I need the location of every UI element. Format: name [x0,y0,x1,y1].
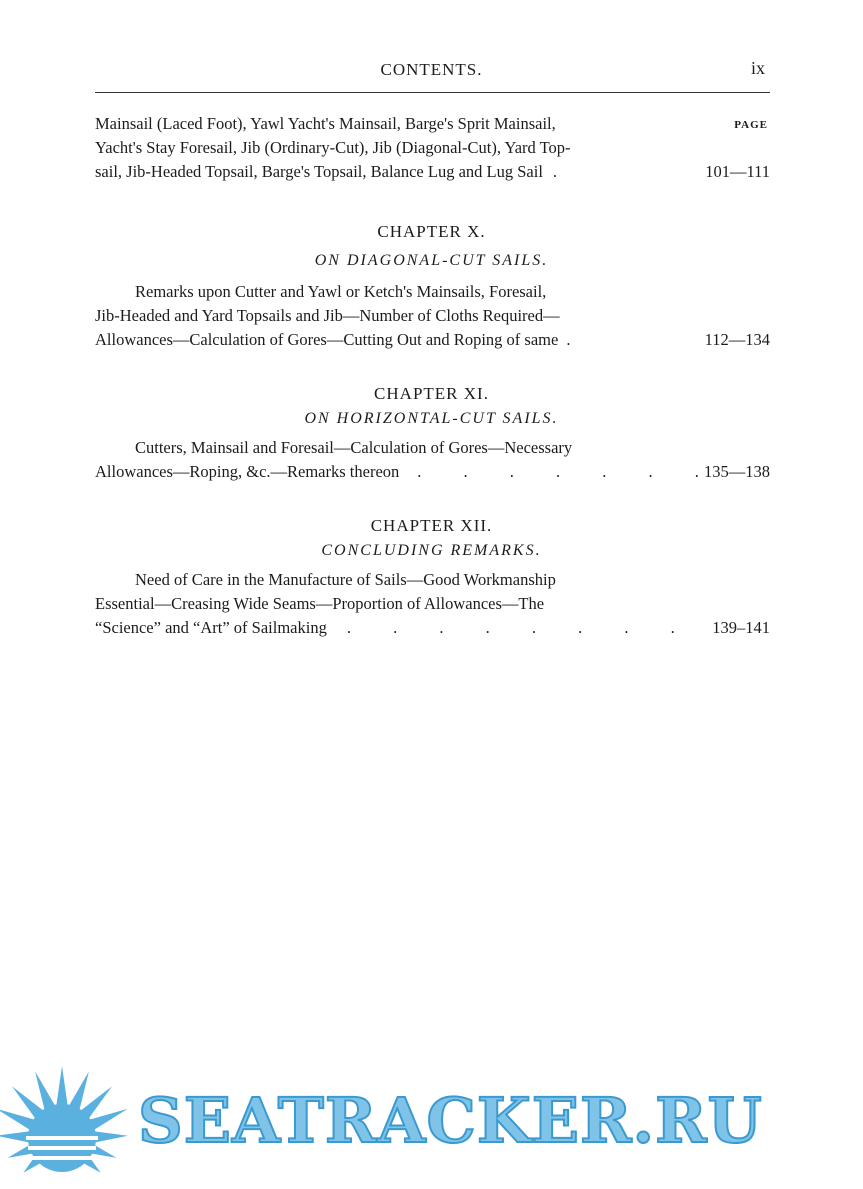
toc-line [95,160,770,184]
page-number: ix [750,58,765,78]
chapter-title: CHAPTER XII. [370,516,493,535]
leader-dots: . . . . . . . . [346,618,694,637]
chapter-title: CHAPTER XI. [374,384,489,403]
header-rule [95,92,770,93]
toc-line-text: sail, Jib-Headed Topsail, Barge's Topsail, Balance Lug and Lug Sail [95,162,543,181]
toc-line [95,592,670,616]
toc-entry [95,112,770,184]
toc-line [95,460,770,484]
toc-line-text: Jib-Headed and Yard Topsails and Jib—Number of Cloths Required— [95,306,560,325]
toc-line [95,304,670,328]
watermark-text: SEATRACKER.RU [138,1084,763,1157]
leader-dots: . . . . . . . [417,462,718,481]
toc-line [95,568,670,592]
page-range: 101—111 [705,162,770,181]
toc-line [95,136,670,160]
chapter-subtitle: ON HORIZONTAL-CUT SAILS. [304,410,559,427]
leader-dots: . [552,162,558,181]
toc-line [95,328,770,352]
toc-line [95,280,670,304]
chapter-subtitle: ON DIAGONAL-CUT SAILS. [314,252,549,269]
toc-entry [95,280,770,352]
toc-entry [95,568,770,640]
toc-line-text: Cutters, Mainsail and Foresail—Calculation of Gores—Necessary [135,438,573,457]
page-range: 135—138 [704,462,770,481]
toc-line-text: “Science” and “Art” of Sailmaking [95,618,327,637]
toc-line [95,616,770,640]
page-range: 112—134 [704,330,770,349]
toc-line-text: Mainsail (Laced Foot), Yawl Yacht's Mainsail, Barge's Sprit Mainsail, [95,114,556,133]
toc-line-text: Essential—Creasing Wide Seams—Proportion of Allowances—The [95,594,545,613]
sun-icon [0,1066,130,1177]
toc-line-text: Allowances—Calculation of Gores—Cutting Out and Roping of same [95,330,559,349]
toc-line-text: Need of Care in the Manufacture of Sails—Good Workmanship [135,570,556,589]
chapter-title: CHAPTER X. [377,222,486,241]
toc-line-text: Yacht's Stay Foresail, Jib (Ordinary-Cut), Jib (Diagonal-Cut), Yard Top- [95,138,571,157]
toc-entry [95,436,770,484]
toc-line-text: Remarks upon Cutter and Yawl or Ketch's Mainsails, Foresail, [135,282,547,301]
running-head: CONTENTS. [380,60,483,79]
toc-line [95,112,670,136]
toc-line [95,436,670,460]
leader-dots: . [566,330,571,349]
page-range: 139–141 [712,618,770,637]
page-column-label: PAGE [734,119,768,131]
toc-line-text: Allowances—Roping, &c.—Remarks thereon [95,462,400,481]
chapter-subtitle: CONCLUDING REMARKS. [321,542,542,559]
